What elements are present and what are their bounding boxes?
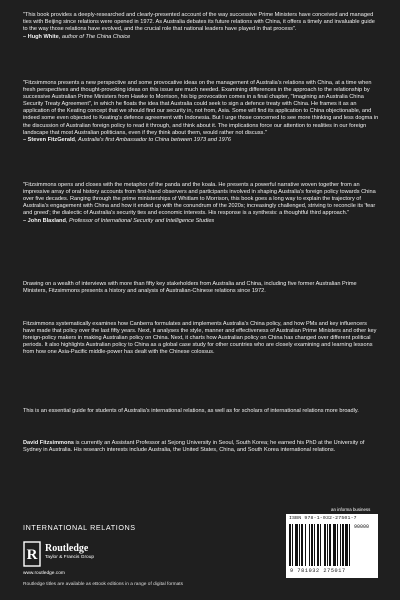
barcode-bar: [340, 524, 341, 566]
svg-text:R: R: [26, 547, 38, 563]
quote-hugh-white: [23, 12, 379, 41]
barcode: [286, 514, 378, 578]
body-paragraph: Drawing on a wealth of interviews with more than fifty key stakeholders from Australia and China, including five former Australian Prime Ministers, Fitzsimmons presents a history and analysis of Australian-Chinese relations since 1972.: [23, 281, 357, 295]
quote-text: "Fitzsimmons presents a new perspective and some provocative ideas on the management of Australia's relations with China, at a time when fresh perspectives and thought-provoking ideas on this issue are much needed. Examining differences in the approach to the relationship by successive Australian Prime Ministers from Hawke to Morrison, his big provocation comes in a final chapter, "Imagining an Australia China Security Treaty Agreement", in which he floats the idea that Australia could seek to sign a defence treaty with China. He frames it as an application of the Keating concept that we should find our security in, not from, Asia. Some will find its application to China objectionable, and indeed some even objected to Keating's defence agreement with Indonesia. But I urge those concerned to see more thinking and less dogma in the discussion of Australian foreign policy to read it through, and think about it. The implications force our attention to realities in our foreign landscape that most Australian politicians, even if they think about them, would rather not discuss.": [23, 80, 379, 136]
barcode-bar: [305, 524, 306, 566]
barcode-bar: [345, 524, 348, 566]
barcode-bar: [301, 524, 303, 566]
barcode-bar: [342, 524, 344, 566]
isbn-label: ISBN 978-1-032-27501-7: [289, 516, 357, 521]
barcode-bar: [324, 524, 326, 566]
price-code: 90000: [354, 524, 370, 530]
routledge-logo-icon: [23, 541, 41, 567]
barcode-bar: [320, 524, 321, 566]
barcode-bar: [314, 524, 315, 566]
barcode-bar: [311, 524, 313, 566]
quote-author: – Steven FitzGerald: [23, 137, 75, 144]
barcode-bar: [333, 524, 336, 566]
barcode-bar: [289, 524, 291, 566]
publisher-name: Routledge: [45, 543, 89, 554]
subject-category: INTERNATIONAL RELATIONS: [23, 523, 136, 532]
quote-attribution: – Hugh White, author of The China Choice: [23, 33, 131, 40]
barcode-bar: [292, 524, 293, 566]
quote-attribution: – John Blaxland, Professor of International Security and Intelligence Studies: [23, 217, 215, 224]
imprint-line: an informa business: [331, 507, 371, 512]
barcode-bar: [329, 524, 331, 566]
barcode-bar: [349, 524, 350, 566]
publisher-group: Taylor & Francis Group: [45, 555, 95, 560]
quote-steven-fitzgerald: [23, 80, 379, 144]
body-paragraph: This is an essential guide for students of Australia's international relations, as well as for scholars of international relations more broadly.: [23, 408, 359, 414]
quote-author: – John Blaxland: [23, 217, 66, 224]
quote-affiliation: Australia's first Ambassador to China between 1973 and 1976: [78, 137, 231, 144]
publisher-block: [23, 541, 173, 577]
body-paragraph: Fitzsimmons systematically examines how Canberra formulates and implements Australia's China policy, and how PMs and key influencers have made that policy over the last fifty years. Next, it analyses the style, manner and effectiveness of Australian Prime Ministers and other key foreign-policy makers in making Australian policy on China. Next, it charts how Australian policy on China has changed over different political periods. It also highlights Australian policy to China as a global case study for other countries who are closely examining and learning lessons from how one Asia-Pacific middle-power has dealt with the Chinese colossus.: [23, 321, 377, 356]
author-bio: [23, 440, 379, 454]
barcode-bar: [337, 524, 338, 566]
barcode-bar: [299, 524, 300, 566]
barcode-bar: [327, 524, 328, 566]
quote-text: "This book provides a deeply-researched and clearly-presented account of the way successive Prime Ministers have conceived and managed ties with Beijing since relations were opened in 1972. As Australia debates its future relations with China, it offers a timely and invaluable guide to the way those relations have evolved, and the crucial role that national leaders have played in that process".: [23, 12, 375, 33]
quote-affiliation: Professor of International Security and Intelligence Studies: [69, 217, 215, 224]
quote-text: "Fitzsimmons opens and closes with the metaphor of the panda and the koala. He presents a powerful narrative woven together from an impressive array of oral history accounts from first-hand observers and participants involved in shaping Australia's foreign policy towards China over five decades. Ranging through the prime ministerships of Whitlam to Morrison, this book goes a long way to explain the trajectory of Australia's engagement with China and how it ended up with the conundrum of the 2020s; increasingly challenged, striving to reconcile its 'fear and greed'; the dialectic of Australia's security ties and economic interests. His response is a synthesis: a thoughtful third approach.": [23, 182, 376, 217]
ean-number: 9 781032 275017: [290, 568, 346, 574]
quote-affiliation: author of The China Choice: [61, 33, 131, 40]
quote-attribution: – Steven FitzGerald, Australia's first Ambassador to China between 1973 and 1976: [23, 137, 231, 144]
author-name: David Fitzsimmons: [23, 440, 74, 446]
barcode-bar: [309, 524, 310, 566]
quote-author: – Hugh White: [23, 33, 59, 40]
publisher-url[interactable]: www.routledge.com: [23, 571, 65, 576]
quote-john-blaxland: [23, 182, 379, 225]
barcode-bar: [317, 524, 319, 566]
ebook-note: Routledge titles are available as eBook editions in a range of digital formats: [23, 582, 183, 587]
barcode-bars: [289, 524, 351, 568]
barcode-bar: [295, 524, 298, 566]
author-bio-text: is currently an Assistant Professor at Sejong University in Seoul, South Korea; he earned his PhD at the University of Sydney in Australia. His research interests include Australia, the United States, China, and South Korea international relations.: [23, 440, 365, 454]
